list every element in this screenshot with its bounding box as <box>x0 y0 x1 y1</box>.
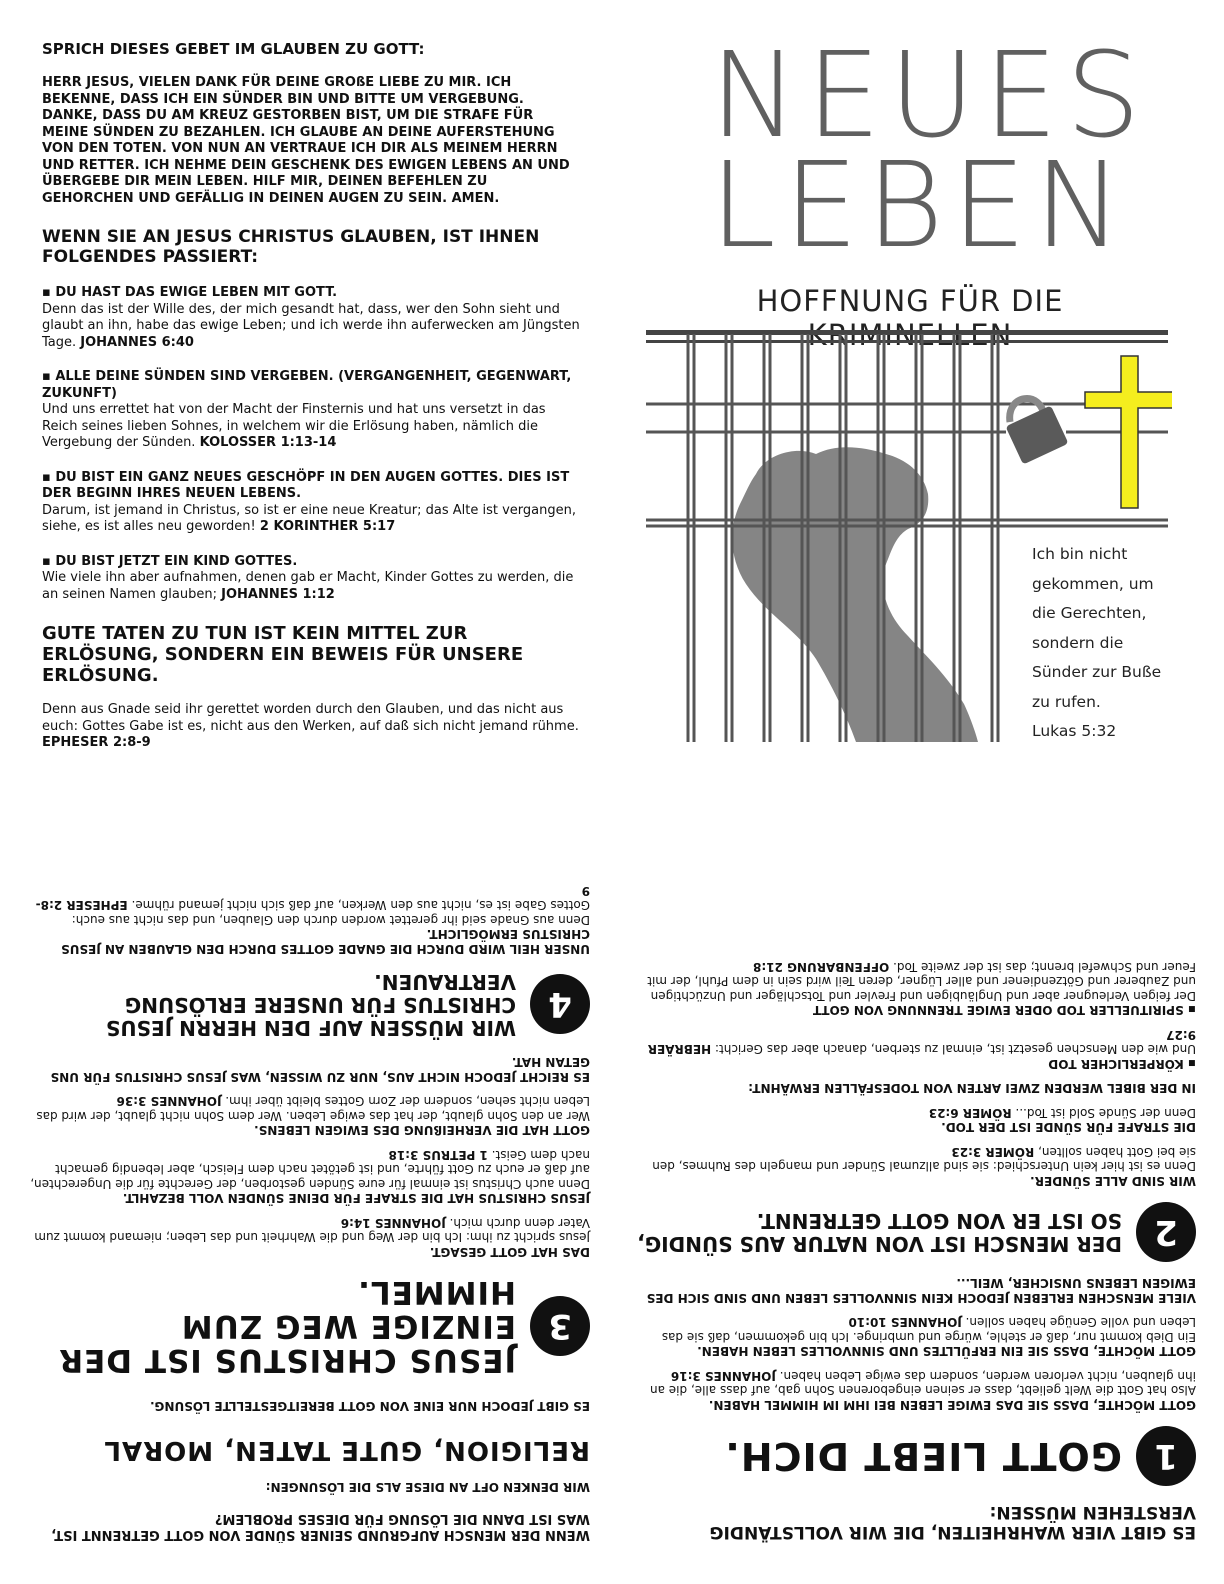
cover-verse <box>1032 540 1182 747</box>
point-heading: IN DER BIBEL WERDEN ZWEI ARTEN VON TODESFÄLLEN ERWÄHNT: <box>748 1081 1196 1096</box>
step-2-point-2 <box>636 1106 1196 1135</box>
solution-intro-question: WENN DER MENSCH AUFGRUND SEINER SÜNDE VON GOTT GETRENNT IST, WAS IST DANN DIE LÖSUNG FÜR DIESES PROBLEM? <box>51 1511 590 1542</box>
cover-subtitle: HOFFNUNG FÜR DIE <box>756 284 1064 318</box>
point-reference: OFFENBARUNG 21:8 <box>753 960 890 974</box>
verse-reference: Lukas 5:32 <box>1032 722 1117 740</box>
point-text: Denn aus Gnade seid ihr gerettet worden durch den Glauben, und das nicht aus euch: Gottes Gabe ist es, nicht aus den Werken, auf daß sich nicht jemand rühme. <box>71 898 590 927</box>
works-reference: EPHESER 2:8-9 <box>42 735 151 750</box>
point-reference: HEBRÄER 9:27 <box>647 1028 1196 1057</box>
step-number-badge: 1 <box>1136 1426 1196 1486</box>
point-heading: ES REICHT JEDOCH NICHT AUS, NUR ZU WISSEN, WAS JESUS CHRISTUS FÜR UNS GETAN HAT. <box>50 1055 590 1084</box>
point-text: Wer an den Sohn glaubt, der hat das ewige Leben. Wer dem Sohn nicht glaubt, der wird das Leben nicht sehen, sondern der Zorn Gottes bleibt über ihm. <box>36 1094 590 1123</box>
step-2-point-4 <box>636 1028 1196 1072</box>
step-number-badge: 2 <box>1136 1202 1196 1262</box>
point-heading: ▪ DU BIST JETZT EIN KIND GOTTES. <box>42 553 298 569</box>
truths-intro: ES GIBT VIER WAHRHEITEN, DIE WIR VOLLSTÄNDIG VERSTEHEN MÜSSEN: <box>709 1502 1196 1542</box>
verse-line: Ich bin nicht <box>1032 545 1128 563</box>
believe-point-4 <box>42 554 582 604</box>
step-title: GOTT LIEBT DICH. <box>724 1434 1122 1478</box>
verse-line: Sünder zur Buße <box>1032 663 1162 681</box>
step-2-point-1 <box>636 1145 1196 1189</box>
verse-line: sondern die <box>1032 633 1124 652</box>
step-1-point-3 <box>636 1276 1196 1305</box>
point-heading: ▪ KÖRPERLICHER TOD <box>1048 1057 1196 1071</box>
believe-point-2 <box>42 369 582 452</box>
step-3-point-2 <box>30 1148 590 1206</box>
point-heading: GOTT HAT DIE VERHEIßUNG DES EWIGEN LEBENS. <box>254 1123 590 1138</box>
step-1 <box>636 1426 1196 1486</box>
solution-intro-thinking: WIR DENKEN OFT AN DIESE ALS DIE LÖSUNGEN: <box>265 1480 590 1494</box>
point-text: Der feigen Verleugner aber und Ungläubigen und Frevler und Totschläger und Unzüchtigen und Zauberer und Götzendiener und aller Lügner, deren Teil wird sein in dem Pfuhl, der mit Feuer und Schwefel brennt; das ist der zweite Tod. <box>647 960 1196 1003</box>
point-reference: 2 KORINTHER 5:17 <box>259 519 396 534</box>
step-title: DER MENSCH IST VON NATUR AUS SÜNDIG, SO IST ER VON GOTT GETRENNT. <box>637 1209 1122 1256</box>
believe-heading: WENN SIE AN JESUS CHRISTUS GLAUBEN, IST IHNEN FOLGENDES PASSIERT: <box>42 227 540 267</box>
point-reference: JOHANNES 3:16 <box>670 1369 776 1383</box>
point-reference: EPHESER 2:8-9 <box>35 884 590 913</box>
step-1-point-1 <box>636 1369 1196 1413</box>
step-3-point-4 <box>30 1055 590 1084</box>
point-reference: RÖMER 6:23 <box>928 1106 1012 1120</box>
point-text: Ein Dieb kommt nur, daß er stehle, würge und umbringe. Ich bin gekommen, daß sie das Leben und volle Genüge haben sollen. <box>661 1315 1196 1344</box>
point-text: Denn der Sünde Sold ist Tod... <box>1015 1106 1196 1120</box>
point-reference: JOHANNES 3:36 <box>116 1094 222 1109</box>
point-reference: JOHANNES 6:40 <box>80 334 194 350</box>
point-reference: RÖMER 3:23 <box>951 1145 1035 1159</box>
point-reference: JOHANNES 14:6 <box>340 1216 446 1230</box>
point-heading: GOTT MÖCHTE, DASS SIE EIN ERFÜLLTES UND SINNVOLLES LEBEN HABEN. <box>697 1344 1196 1359</box>
point-heading: DAS HAT GOTT GESAGT. <box>429 1245 590 1259</box>
step-number-badge: 4 <box>530 975 590 1035</box>
step-title: WIR MÜSSEN AUF DEN HERRN JESUS CHRISTUS FÜR UNSERE ERLÖSUNG VERTRAUEN. <box>105 970 516 1040</box>
point-text: Denn es ist hier kein Unterschied: sie sind allzumal Sünder und mangeln des Ruhmes, den sie bei Gott haben sollten, <box>652 1145 1196 1174</box>
cover-panel <box>612 0 1224 792</box>
verse-line: gekommen, um <box>1032 574 1154 593</box>
step-3 <box>30 1275 590 1377</box>
point-heading: WIR SIND ALLE SÜNDER. <box>1030 1174 1196 1188</box>
works-text: Denn aus Gnade seid ihr gerettet worden durch den Glauben, und das nicht aus euch: Gottes Gabe ist es, nicht aus den Werken, auf daß sich nicht jemand rühme. <box>42 702 579 734</box>
point-heading: JESUS CHRISTUS HAT DIE STRAFE FÜR DEINE SÜNDEN VOLL BEZAHLT. <box>122 1191 590 1206</box>
step-3-point-1 <box>30 1216 590 1260</box>
point-heading: DIE STRAFE FÜR SÜNDE IST DER TOD. <box>941 1120 1196 1135</box>
point-text: Wie viele ihn aber aufnahmen, denen gab er Macht, Kinder Gottes zu werden, die an seinen Namen glauben; <box>42 570 574 602</box>
four-truths-panel <box>636 806 1196 1542</box>
step-4-point-1 <box>30 884 590 957</box>
point-reference: JOHANNES 1:12 <box>221 586 335 602</box>
point-text: Denn auch Christus ist einmal für eure Sünden gestorben, der Gerechte für die Ungerechten, auf daß er euch zu Gott führte, und ist getötet nach dem Fleisch, aber lebendig gemacht nach dem Geist. <box>30 1148 590 1191</box>
point-reference: JOHANNES 10:10 <box>848 1315 962 1330</box>
point-heading: GOTT MÖCHTE, DASS SIE DAS EWIGE LEBEN BEI IHM IM HIMMEL HABEN. <box>708 1398 1196 1412</box>
point-heading: ▪ DU BIST EIN GANZ NEUES GESCHÖPF IN DEN AUGEN GOTTES. DIES IST DER BEGINN IHRES NEUEN LEBENS. <box>42 469 570 501</box>
works-heading: GUTE TATEN ZU TUN IST KEIN MITTEL ZUR ERLÖSUNG, SONDERN EIN BEWEIS FÜR UNSERE ERLÖSUNG. <box>42 623 524 686</box>
point-text: Und uns errettet hat von der Macht der Finsternis und hat uns versetzt in das Reich seines lieben Sohnes, in welchem wir die Erlösung haben, nämlich die Vergebung der Sünden. <box>42 402 546 450</box>
solution-panel <box>30 806 590 1542</box>
point-text: Und wie den Menschen gesetzt ist, einmal zu sterben, danach aber das Gericht: <box>715 1042 1196 1057</box>
padlock-icon <box>1005 405 1068 464</box>
step-3-point-3 <box>30 1094 590 1138</box>
cover-title-line-2: LEBEN <box>710 136 1131 274</box>
point-text: Denn das ist der Wille des, der mich gesandt hat, dass, wer den Sohn sieht und glaubt an ihn, habe das ewige Leben; und ich werde ihn auferwecken am Jüngsten Tage. <box>42 301 580 350</box>
point-heading: ▪ ALLE DEINE SÜNDEN SIND VERGEBEN. (VERGANGENHEIT, GEGENWART, ZUKUNFT) <box>42 369 572 401</box>
cover-title-line-1: NEUES <box>710 26 1149 164</box>
prayer-panel <box>42 40 582 752</box>
step-title: JESUS CHRISTUS IST DER EINZIGE WEG ZUM HIMMEL. <box>58 1274 516 1378</box>
point-reference: 1 PETRUS 3:18 <box>388 1148 488 1162</box>
step-1-point-2 <box>636 1315 1196 1359</box>
believe-point-3 <box>42 470 582 536</box>
step-2-point-5 <box>636 960 1196 1018</box>
point-text: Jesus spricht zu ihm: Ich bin der Weg und die Wahrheit und das Leben; niemand kommt zum Vater denn durch mich. <box>34 1216 590 1245</box>
verse-line: die Gerechten, <box>1032 604 1147 622</box>
bar-rail <box>646 340 1168 343</box>
rgm-list: RELIGION, GUTE TATEN, MORAL <box>103 1435 590 1466</box>
point-text: Darum, ist jemand in Christus, so ist er eine neue Kreatur; das Alte ist vergangen, siehe, es ist alles neu geworden! <box>42 502 577 534</box>
prayer-text: HERR JESUS, VIELEN DANK FÜR DEINE GROßE LIEBE ZU MIR. ICH BEKENNE, DASS ICH EIN SÜNDER BIN UND BITTE UM VERGEBUNG. DANKE, DASS DU AM KREUZ GESTORBEN BIST, UM DIE STRAFE FÜR MEINE SÜNDEN ZU BEZAHLEN. ICH GLAUBE AN DEINE AUFERSTEHUNG VON DEN TOTEN. VON NUN AN VERTRAUE ICH DIR ALS MEINEM HERRN UND RETTER. ICH NEHME DEIN GESCHENK DES EWIGEN LEBENS AN UND ÜBERGEBE DIR MEIN LEBEN. HILF MIR, DEINEN BEFEHLEN ZU GEHORCHEN UND GEFÄLLIG IN DEINEN AUGEN ZU SEIN. AMEN. <box>42 75 570 206</box>
believe-point-1 <box>42 285 582 351</box>
point-reference: KOLOSSER 1:13-14 <box>199 435 337 450</box>
step-number-badge: 3 <box>530 1296 590 1356</box>
works-point <box>42 702 582 752</box>
bar-rail <box>646 330 1168 335</box>
step-4 <box>30 970 590 1039</box>
solution-intro-only: ES GIBT JEDOCH NUR EINE VON GOTT BEREITGESTELLTE LÖSUNG. <box>150 1399 590 1414</box>
point-heading: ▪ SPIRITUELLER TOD ODER EWIGE TRENNUNG VON GOTT <box>812 1003 1196 1018</box>
step-2 <box>636 1202 1196 1262</box>
point-heading: UNSER HEIL WIRD DURCH DIE GNADE GOTTES DURCH DEN GLAUBEN AN JESUS CHRISTUS ERMÖGLICHT. <box>61 927 590 956</box>
point-text: Also hat Gott die Welt geliebt, dass er seinen eingeborenen Sohn gab, auf dass alle, die an ihn glauben, nicht verloren werden, sondern das ewige Leben haben. <box>649 1369 1196 1398</box>
point-heading: ▪ DU HAST DAS EWIGE LEBEN MIT GOTT. <box>42 285 338 300</box>
point-heading: VIELE MENSCHEN ERLEBEN JEDOCH KEIN SINNVOLLES LEBEN UND SIND SICH DES EWIGEN LEBENS UNSICHER, WEIL... <box>646 1276 1196 1305</box>
step-2-point-3 <box>636 1081 1196 1096</box>
verse-line: zu rufen. <box>1032 692 1101 711</box>
prayer-heading: SPRICH DIESES GEBET IM GLAUBEN ZU GOTT: <box>42 40 425 58</box>
